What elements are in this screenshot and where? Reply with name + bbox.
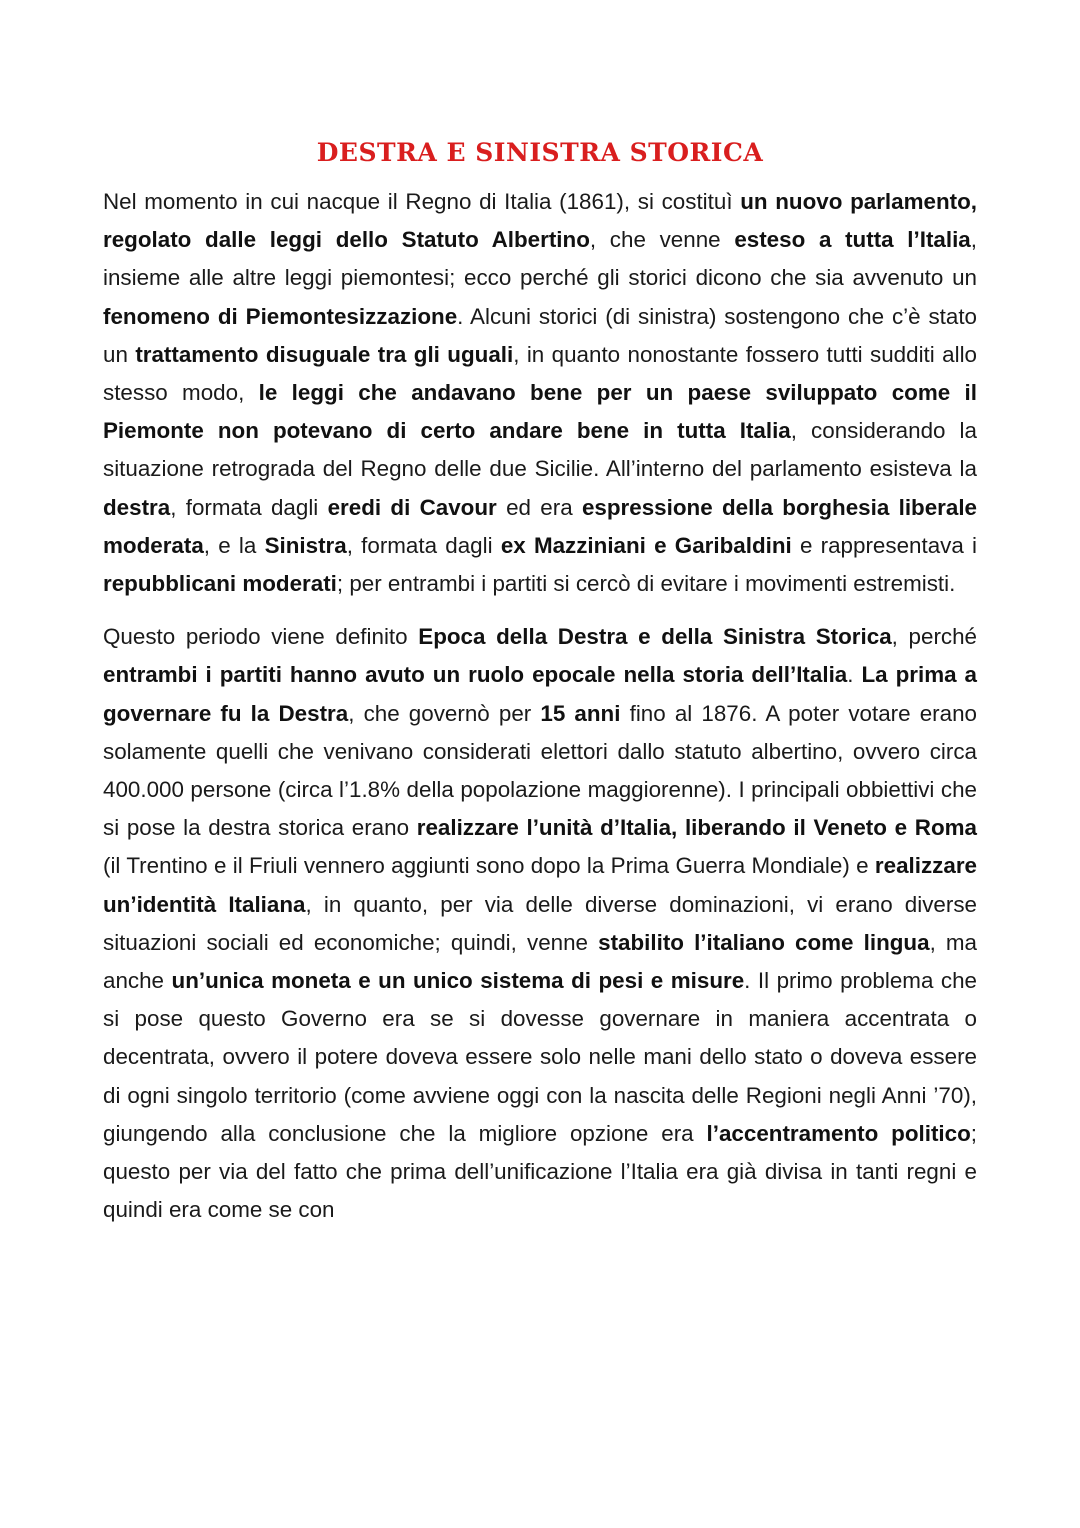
text-run: , formata dagli [346, 532, 501, 558]
text-run: . Alcuni storici (di sinistra) sostengono che c’è stato un [103, 303, 977, 367]
bold-text-run: ex Mazziniani e Garibaldini [500, 532, 792, 558]
text-run: Questo periodo viene definito [103, 624, 419, 650]
text-run: , in quanto, per via delle diverse dominazioni, vi erano diverse situazioni sociali ed economiche; quindi, venne [103, 891, 977, 955]
bold-text-run: Epoca della Destra e della Sinistra Storica [418, 624, 892, 650]
bold-text-run: trattamento disuguale tra gli uguali [135, 341, 514, 367]
text-run: . [847, 662, 862, 688]
text-run: e rappresentava i [791, 532, 977, 558]
text-run: , perché [891, 624, 977, 650]
document-title: DESTRA E SINISTRA STORICA [316, 138, 764, 167]
text-run: (il Trentino e il Friuli vennero aggiunti sono dopo la Prima Guerra Mondiale) e [103, 853, 875, 879]
bold-text-run: l’accentramento politico [706, 1120, 971, 1146]
text-run: Nel momento in cui nacque il Regno di Italia (1861), si costituì [103, 189, 741, 214]
text-run: , e la [203, 532, 265, 558]
paragraph-1 [103, 183, 977, 603]
text-run: , ma anche [103, 929, 978, 994]
text-run: , che governò per [348, 700, 541, 726]
bold-text-run: Sinistra [264, 532, 347, 558]
text-run: , in quanto nonostante fossero tutti sudditi allo stesso modo, [103, 341, 977, 406]
bold-text-run: entrambi i partiti hanno avuto un ruolo epocale nella storia dell’Italia [103, 662, 848, 688]
text-run: fino al 1876. A poter votare erano solamente quelli che venivano considerati elettori dallo statuto albertino, ovvero circa 400.000 persone (circa l’1.8% della popolazione maggiorenne). I principali obbiettivi che si pose la destra storica erano [103, 700, 977, 841]
bold-text-run: La prima a governare fu la Destra [103, 662, 977, 726]
bold-text-run: eredi di Cavour [327, 494, 497, 520]
text-run: , che venne [589, 227, 735, 253]
bold-text-run: 15 anni [540, 700, 621, 726]
text-run: , insieme alle altre leggi piemontesi; ecco perché gli storici dicono che sia avvenuto un [103, 227, 977, 291]
text-run: , formata dagli [170, 494, 328, 520]
text-run: ed era [496, 494, 582, 520]
text-run: , considerando la situazione retrograda del Regno delle due Sicilie. All’interno del parlamento esisteva la [103, 418, 977, 482]
bold-text-run: un’unica moneta e un unico sistema di pesi e misure [171, 968, 745, 994]
bold-text-run: realizzare un’identità Italiana [103, 853, 977, 917]
bold-text-run: espressione della borghesia liberale moderata [103, 494, 978, 558]
text-run: ; per entrambi i partiti si cercò di evitare i movimenti estremisti. [336, 571, 956, 597]
bold-text-run: repubblicani moderati [103, 571, 337, 597]
bold-text-run: fenomeno di Piemontesizzazione [103, 303, 458, 329]
document-page [103, 133, 977, 1229]
bold-text-run: un nuovo parlamento, regolato dalle leggi dello Statuto Albertino [103, 189, 977, 253]
text-run: ; questo per via del fatto che prima dell’unificazione l’Italia era già divisa in tanti regni e quindi era come se con [103, 1120, 977, 1223]
paragraph-2 [103, 618, 977, 1229]
bold-text-run: destra [103, 494, 171, 520]
bold-text-run: le leggi che andavano bene per un paese sviluppato come il Piemonte non potevano di certo andare bene in tutta Italia [103, 380, 977, 444]
bold-text-run: esteso a tutta l’Italia [734, 227, 971, 253]
bold-text-run: realizzare l’unità d’Italia, liberando il Veneto e Roma [416, 815, 977, 841]
bold-text-run: stabilito l’italiano come lingua [598, 929, 930, 955]
text-run: . Il primo problema che si pose questo Governo era se si dovesse governare in maniera accentrata o decentrata, ovvero il potere doveva essere solo nelle mani dello stato o doveva essere di ogni singolo territorio (come avviene oggi con la nascita delle Regioni negli Anni ’70), giungendo alla conclusione che la migliore opzione era [103, 968, 978, 1146]
